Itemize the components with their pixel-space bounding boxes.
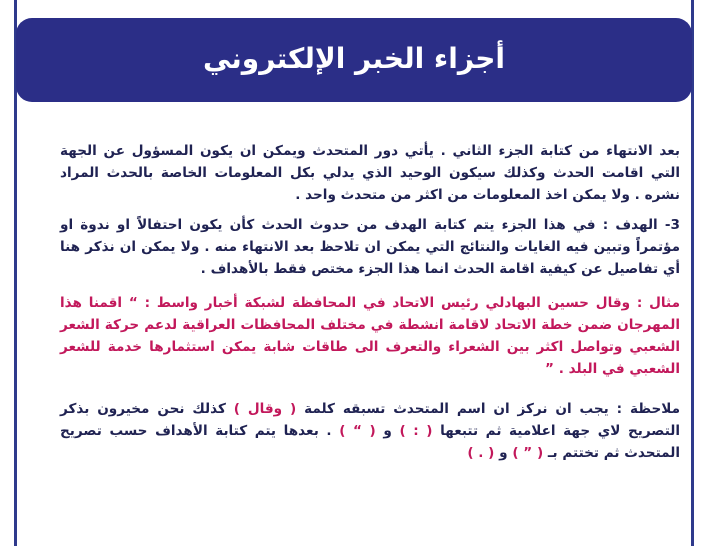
note-text-e: و [499, 445, 508, 461]
paragraph-example: مثال : وقال حسين البهادلي رئيس الاتحاد في المحافظة لشبكة أخبار واسط : “ اقمنا هذا المهرجان ضمن خطة الاتحاد لاقامة انشطة في مختلف المحافظات العراقية لدعم حركة الشعر الشعبي وتواصل اكثر بين الشعراء والتعرف الى طاقات شابة يمكن استثمارها خدمة للشعر الشعبي في البلد . ” [60, 295, 680, 377]
note-text-a: ملاحظة : يجب ان نركز ان اسم المتحدث تسبقه كلمة [304, 401, 681, 417]
note-highlight-waqal: ( وقال ) [233, 401, 297, 417]
note-highlight-close-quote: ( ” ) [512, 445, 544, 461]
paragraph-goal: 3- الهدف : في هذا الجزء يتم كتابة الهدف من حدوث الحدث كأن يكون احتفالاً او ندوة او مؤتمراً وتبين فيه الغايات والنتائج التي يمكن ان تلاحظ بعد الانتهاء منه . ولا يمكن ان نذكر هنا أي تفاصيل عن كيفية اقامة الحدث انما هذا الجزء مختص فقط بالأهداف . [60, 217, 680, 277]
paragraph-note [60, 398, 680, 464]
note-highlight-open-quote: ( “ ) [339, 423, 376, 439]
paragraph-speaker: بعد الانتهاء من كتابة الجزء الثاني . يأتي دور المتحدث ويمكن ان يكون المسؤول عن الجهة التي اقامت الحدث وكذلك سيكون الوحيد الذي يدلي بكل المعلومات الخاصة بالحدث المراد نشره . ولا يمكن اخذ المعلومات من اكثر من متحدث واحد . [60, 143, 680, 203]
note-highlight-period: ( . ) [467, 445, 495, 461]
note-highlight-colon: ( : ) [399, 423, 433, 439]
slide-title: أجزاء الخبر الإلكتروني [202, 42, 506, 75]
note-text-d: . بعدها يتم كتابة الأهداف حسب تصريح المتحدث ثم تختتم بـ [60, 423, 680, 461]
note-text-c: و [383, 423, 392, 439]
title-bar [16, 18, 692, 102]
note-text-b: كذلك نحن مخيرون بذكر التصريح لاي جهة اعلامية ثم تتبعها [60, 401, 681, 439]
